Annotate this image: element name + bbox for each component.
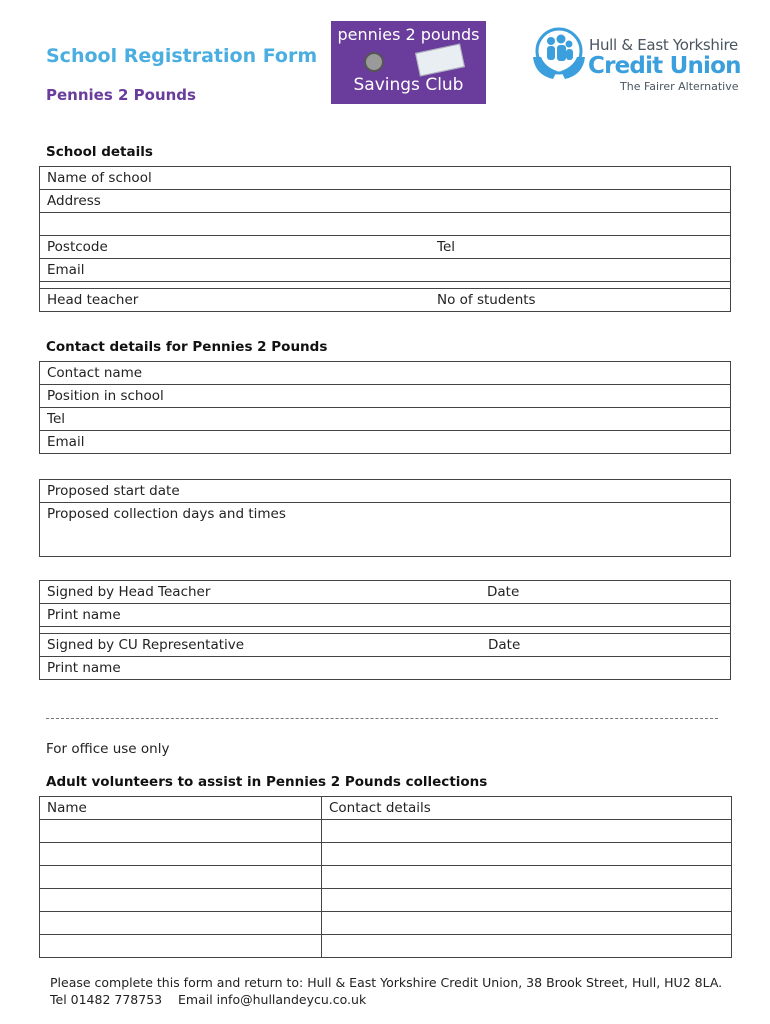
volunteers-col-name-header: Name xyxy=(40,797,322,820)
volunteer-contact-cell[interactable] xyxy=(322,935,732,958)
p2p-logo-line2: Savings Club xyxy=(353,75,464,95)
address-field[interactable]: Address xyxy=(40,190,731,213)
volunteers-col-contact-header: Contact details xyxy=(322,797,732,820)
proposed-collection-days-field[interactable]: Proposed collection days and times xyxy=(40,503,731,557)
head-date-field[interactable]: Date xyxy=(487,584,520,600)
contact-details-table xyxy=(39,361,731,454)
volunteers-table xyxy=(39,796,732,958)
cu-logo-tagline: The Fairer Alternative xyxy=(620,80,739,93)
proposal-table xyxy=(39,479,731,557)
signed-head-teacher-field[interactable]: Signed by Head Teacher xyxy=(47,584,211,600)
banknote-icon xyxy=(415,43,465,76)
table-row xyxy=(40,820,732,843)
credit-union-logo xyxy=(531,25,741,95)
cu-print-name-field[interactable]: Print name xyxy=(40,657,731,680)
volunteer-name-cell[interactable] xyxy=(40,889,322,912)
school-tel-field[interactable]: Tel xyxy=(437,239,456,255)
no-of-students-field[interactable]: No of students xyxy=(437,292,536,308)
p2p-logo-line1: pennies 2 pounds xyxy=(337,25,480,44)
cu-logo-line1: Hull & East Yorkshire xyxy=(589,36,738,54)
volunteer-contact-cell[interactable] xyxy=(322,820,732,843)
head-print-name-field[interactable]: Print name xyxy=(40,604,731,627)
school-spacer-row xyxy=(40,282,731,289)
cu-logo-line2: Credit Union xyxy=(588,53,741,79)
volunteer-contact-cell[interactable] xyxy=(322,912,732,935)
pennies-2-pounds-logo xyxy=(331,21,486,104)
coin-icon xyxy=(364,52,384,72)
contact-email-field[interactable]: Email xyxy=(40,431,731,454)
contact-details-heading: Contact details for Pennies 2 Pounds xyxy=(46,339,328,355)
volunteer-name-cell[interactable] xyxy=(40,820,322,843)
signed-cu-rep-field[interactable]: Signed by CU Representative xyxy=(47,637,245,653)
volunteer-contact-cell[interactable] xyxy=(322,843,732,866)
address-line2-field[interactable] xyxy=(40,213,731,236)
head-teacher-field[interactable]: Head teacher xyxy=(47,292,139,308)
volunteer-contact-cell[interactable] xyxy=(322,889,732,912)
footer-contact: Tel 01482 778753 Email info@hullandeycu.co.uk xyxy=(50,992,367,1007)
head-teacher-row xyxy=(40,289,731,312)
postcode-field[interactable]: Postcode xyxy=(47,239,108,255)
postcode-tel-row xyxy=(40,236,731,259)
head-signature-row xyxy=(40,581,731,604)
contact-tel-field[interactable]: Tel xyxy=(40,408,731,431)
page-subtitle: Pennies 2 Pounds xyxy=(46,86,196,104)
hands-family-icon xyxy=(531,27,587,85)
office-use-label: For office use only xyxy=(46,741,170,757)
cu-signature-row xyxy=(40,634,731,657)
table-row xyxy=(40,889,732,912)
table-row xyxy=(40,935,732,958)
school-details-table xyxy=(39,166,731,312)
position-in-school-field[interactable]: Position in school xyxy=(40,385,731,408)
table-row xyxy=(40,912,732,935)
contact-name-field[interactable]: Contact name xyxy=(40,362,731,385)
volunteer-name-cell[interactable] xyxy=(40,935,322,958)
volunteer-name-cell[interactable] xyxy=(40,866,322,889)
cut-line-divider xyxy=(46,718,718,719)
volunteers-heading: Adult volunteers to assist in Pennies 2 Pounds collections xyxy=(46,774,488,790)
school-details-heading: School details xyxy=(46,144,153,160)
table-row xyxy=(40,866,732,889)
table-row xyxy=(40,843,732,866)
page-title: School Registration Form xyxy=(46,45,318,67)
proposed-start-date-field[interactable]: Proposed start date xyxy=(40,480,731,503)
footer-instructions: Please complete this form and return to: Hull & East Yorkshire Credit Union, 38 Brook Street, Hull, HU2 8LA. xyxy=(50,975,723,990)
signature-spacer-row xyxy=(40,627,731,634)
volunteer-contact-cell[interactable] xyxy=(322,866,732,889)
volunteer-name-cell[interactable] xyxy=(40,843,322,866)
volunteer-name-cell[interactable] xyxy=(40,912,322,935)
signatures-table xyxy=(39,580,731,680)
cu-date-field[interactable]: Date xyxy=(488,637,521,653)
name-of-school-field[interactable]: Name of school xyxy=(40,167,731,190)
school-email-field[interactable]: Email xyxy=(40,259,731,282)
